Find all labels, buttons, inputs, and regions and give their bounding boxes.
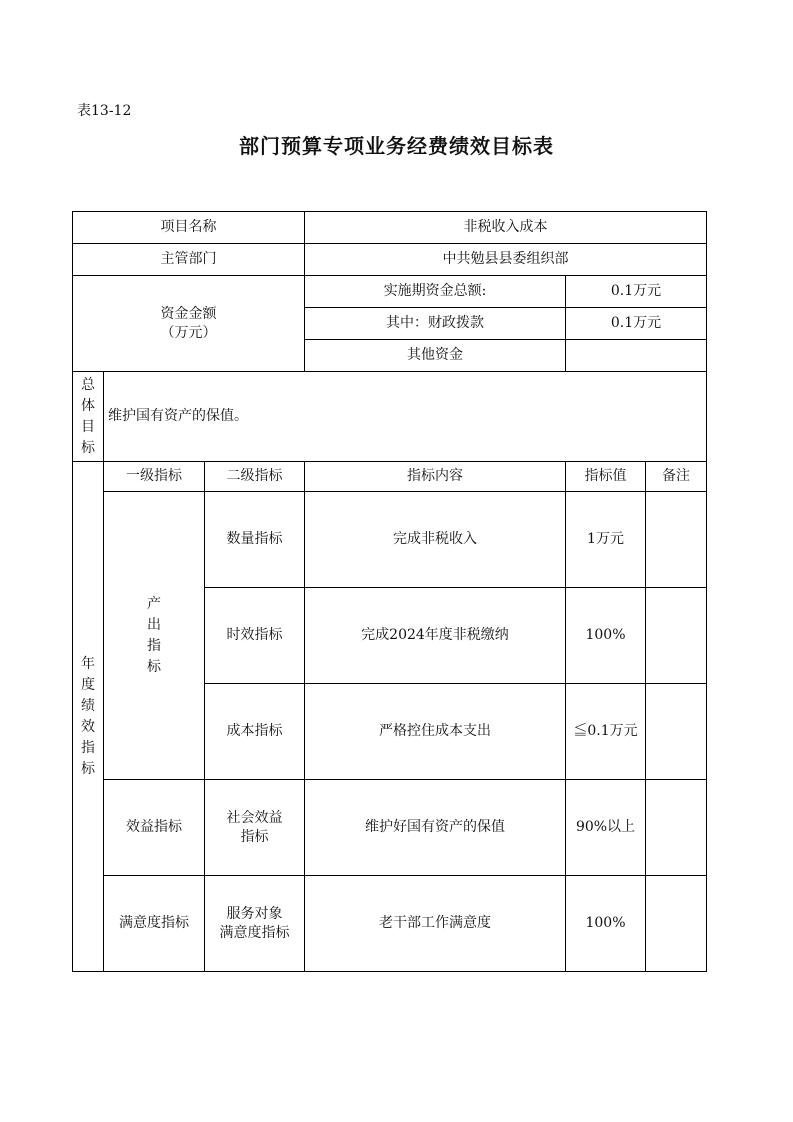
quantity-value: 1万元 [566,492,646,588]
funds-fiscal-label: 其中：财政拨款 [305,308,566,340]
timeliness-content: 完成2024年度非税缴纳 [305,588,566,684]
cost-level2: 成本指标 [205,684,305,780]
benefit-level1: 效益指标 [104,780,205,876]
indicator-header-row [73,462,707,492]
department-label: 主管部门 [73,244,305,276]
cost-value: ≦0.1万元 [566,684,646,780]
timeliness-level2: 时效指标 [205,588,305,684]
header-note: 备注 [646,462,707,492]
quantity-note [646,492,707,588]
overall-goal-char: 目 [81,418,95,435]
department-row [73,244,707,276]
overall-goal-char: 总 [81,376,95,393]
output-indicator-char: 出 [147,616,161,633]
department-value: 中共勉县县委组织部 [305,244,707,276]
cost-note [646,684,707,780]
performance-goal-table [72,211,707,972]
header-level1: 一级指标 [104,462,205,492]
benefit-note [646,780,707,876]
satisfaction-content: 老干部工作满意度 [305,876,566,972]
funds-label-line1: 资金金额 [160,305,217,322]
satisfaction-value: 100% [566,876,646,972]
output-indicator-char: 指 [147,637,161,654]
funds-other-label: 其他资金 [305,340,566,372]
annual-indicator-char: 年 [81,655,95,672]
timeliness-note [646,588,707,684]
benefit-value: 90%以上 [566,780,646,876]
page-title: 部门预算专项业务经费绩效目标表 [239,134,554,158]
annual-indicator-label [73,462,104,972]
benefit-row [73,780,707,876]
table-code: 表13-12 [77,103,132,119]
funds-total-row [73,276,707,308]
overall-goal-char: 标 [81,439,95,456]
benefit-level2-line1: 社会效益 [226,809,283,826]
cost-content: 严格控住成本支出 [305,684,566,780]
funds-total-value: 0.1万元 [566,276,707,308]
annual-indicator-char: 度 [81,676,95,693]
header-level2: 二级指标 [205,462,305,492]
overall-goal-char: 体 [81,397,95,414]
header-value: 指标值 [566,462,646,492]
funds-other-value [566,340,707,372]
annual-indicator-char: 指 [81,739,95,756]
annual-indicator-char: 标 [81,760,95,777]
satisfaction-level2-line2: 满意度指标 [219,924,290,941]
project-name-value: 非税收入成本 [305,212,707,244]
satisfaction-level2-line1: 服务对象 [226,905,283,922]
quantity-level2: 数量指标 [205,492,305,588]
overall-goal-text: 维护国有资产的保值。 [104,372,707,462]
overall-goal-row [73,372,707,462]
benefit-level2 [205,780,305,876]
overall-goal-label [73,372,104,462]
satisfaction-level2 [205,876,305,972]
project-name-label: 项目名称 [73,212,305,244]
satisfaction-row [73,876,707,972]
output-indicator-char: 产 [147,595,161,612]
satisfaction-level1: 满意度指标 [104,876,205,972]
annual-indicator-char: 效 [81,718,95,735]
satisfaction-note [646,876,707,972]
funds-label [73,276,305,372]
header-content: 指标内容 [305,462,566,492]
benefit-content: 维护好国有资产的保值 [305,780,566,876]
timeliness-value: 100% [566,588,646,684]
output-indicator-label [104,492,205,780]
funds-total-label: 实施期资金总额: [305,276,566,308]
output-indicator-char: 标 [147,658,161,675]
funds-label-line2: （万元） [160,324,217,341]
benefit-level2-line2: 指标 [240,828,269,845]
annual-indicator-char: 绩 [81,697,95,714]
quantity-row [73,492,707,588]
quantity-content: 完成非税收入 [305,492,566,588]
project-name-row [73,212,707,244]
funds-fiscal-value: 0.1万元 [566,308,707,340]
